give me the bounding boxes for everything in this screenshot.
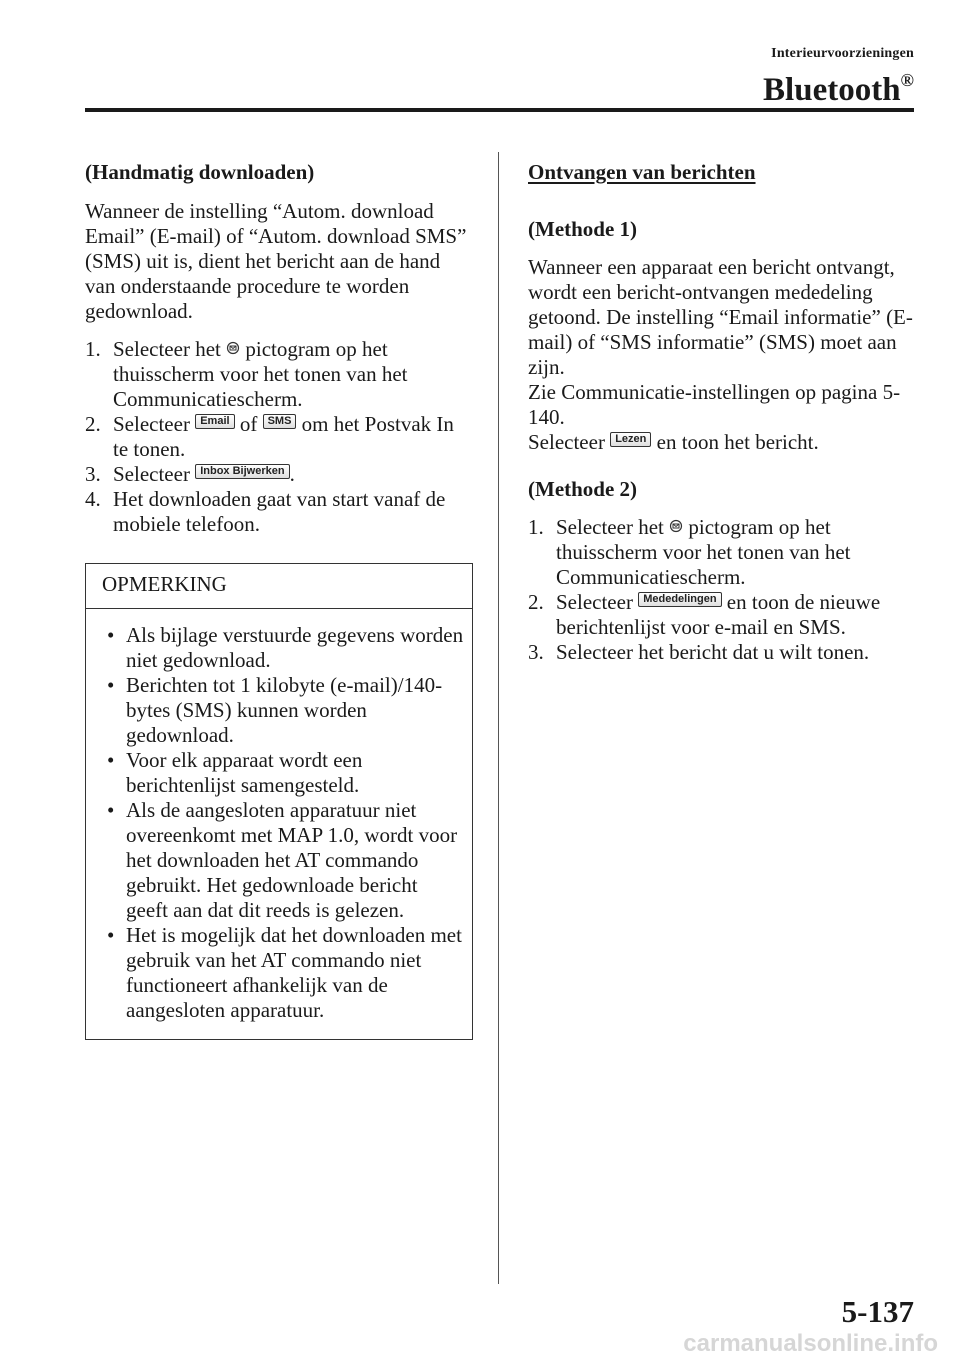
note-bullet xyxy=(102,923,464,1023)
note-bullet xyxy=(102,623,464,673)
note-text: Als de aangesloten apparatuur niet overeenkomt met MAP 1.0, wordt voor het downloaden het AT commando gebruikt. Het gedownloade bericht geeft aan dat dit reeds is gelezen. xyxy=(126,798,458,922)
method-1-paragraph: Wanneer een apparaat een bericht ontvangt, wordt een bericht-ontvangen mededeling getoond. De instelling “Email informatie” (E-mail) of “SMS informatie” (SMS) moet aan zijn. xyxy=(528,255,913,379)
intro-paragraph: Wanneer de instelling “Autom. download Email” (E-mail) of “Autom. download SMS” (SMS) uit is, dient het bericht aan de hand van onderstaande procedure te worden gedownload. xyxy=(85,199,467,323)
step-number: 1. xyxy=(85,337,101,361)
steps-list xyxy=(85,337,473,537)
read-text: Selecteer xyxy=(528,430,605,454)
step-text: Selecteer het xyxy=(556,515,664,539)
step-1 xyxy=(85,337,473,412)
bullet-dot: • xyxy=(107,623,115,647)
notifications-button[interactable]: Mededelingen xyxy=(638,592,721,607)
page-number: 5-137 xyxy=(841,1294,914,1329)
method-1-heading: (Methode 1) xyxy=(528,217,638,241)
message-icon xyxy=(669,519,683,535)
note-bullet xyxy=(102,673,464,748)
read-text: en toon het bericht. xyxy=(656,430,819,454)
step-text: pictogram op het thuisscherm voor het tonen van het Communicatiescherm. xyxy=(113,337,408,411)
step-2 xyxy=(85,412,473,462)
bullet-dot: • xyxy=(107,798,115,822)
watermark: carmanualsonline.info xyxy=(683,1330,938,1357)
step-3 xyxy=(528,640,918,665)
step-number: 3. xyxy=(528,640,544,664)
note-heading: OPMERKING xyxy=(86,564,472,609)
note-text: Voor elk apparaat wordt een berichtenlijst samengesteld. xyxy=(126,748,363,797)
inbox-refresh-button[interactable]: Inbox Bijwerken xyxy=(195,464,289,479)
header-rule xyxy=(85,108,914,112)
note-body xyxy=(86,609,472,1039)
step-text: Selecteer xyxy=(556,590,633,614)
note-text: Berichten tot 1 kilobyte (e-mail)/140-bytes (SMS) kunnen worden gedownload. xyxy=(126,673,443,747)
note-bullet xyxy=(102,748,464,798)
column-divider xyxy=(498,152,499,1284)
note-bullet xyxy=(102,798,464,923)
step-text: om het Postvak In te tonen. xyxy=(113,412,454,461)
sms-button[interactable]: SMS xyxy=(263,414,297,429)
step-number: 4. xyxy=(85,487,101,511)
manual-download-heading: (Handmatig downloaden) xyxy=(85,160,315,184)
step-3 xyxy=(85,462,473,487)
registered-mark: ® xyxy=(900,70,914,90)
method-2-steps xyxy=(528,515,918,665)
step-text: Selecteer xyxy=(113,462,190,486)
step-number: 1. xyxy=(528,515,544,539)
step-1 xyxy=(528,515,918,590)
receiving-messages-heading: Ontvangen van berichten xyxy=(528,160,756,184)
note-box xyxy=(85,563,473,1040)
method-2-heading: (Methode 2) xyxy=(528,477,638,501)
step-text: of xyxy=(239,412,258,436)
bullet-dot: • xyxy=(107,923,115,947)
right-column xyxy=(528,160,918,665)
note-text: Het is mogelijk dat het downloaden met gebruik van het AT commando niet functioneert afhankelijk van de aangesloten apparatuur. xyxy=(126,923,462,1022)
section-label: Interieurvoorzieningen xyxy=(771,46,914,61)
step-text: . xyxy=(289,462,295,486)
bullet-dot: • xyxy=(107,673,115,697)
step-text: Selecteer het xyxy=(113,337,221,361)
method-1-reference: Zie Communicatie-instellingen op pagina 5-140. xyxy=(528,380,901,429)
step-text: pictogram op het thuisscherm voor het tonen van het Communicatiescherm. xyxy=(556,515,851,589)
step-number: 3. xyxy=(85,462,101,486)
note-text: Als bijlage verstuurde gegevens worden niet gedownload. xyxy=(126,623,464,672)
chapter-title-text: Bluetooth xyxy=(763,72,901,108)
step-text: Selecteer het bericht dat u wilt tonen. xyxy=(556,640,870,664)
chapter-title xyxy=(763,60,914,110)
method-1-read-line xyxy=(528,430,918,455)
step-number: 2. xyxy=(85,412,101,436)
step-4 xyxy=(85,487,473,537)
message-icon xyxy=(226,341,240,357)
left-column xyxy=(85,160,473,1040)
step-text: en toon de nieuwe berichtenlijst voor e-mail en SMS. xyxy=(556,590,881,639)
step-text: Selecteer xyxy=(113,412,190,436)
read-button[interactable]: Lezen xyxy=(610,432,651,447)
email-button[interactable]: Email xyxy=(195,414,234,429)
bullet-dot: • xyxy=(107,748,115,772)
step-2 xyxy=(528,590,918,640)
step-number: 2. xyxy=(528,590,544,614)
step-text: Het downloaden gaat van start vanaf de mobiele telefoon. xyxy=(113,487,446,536)
